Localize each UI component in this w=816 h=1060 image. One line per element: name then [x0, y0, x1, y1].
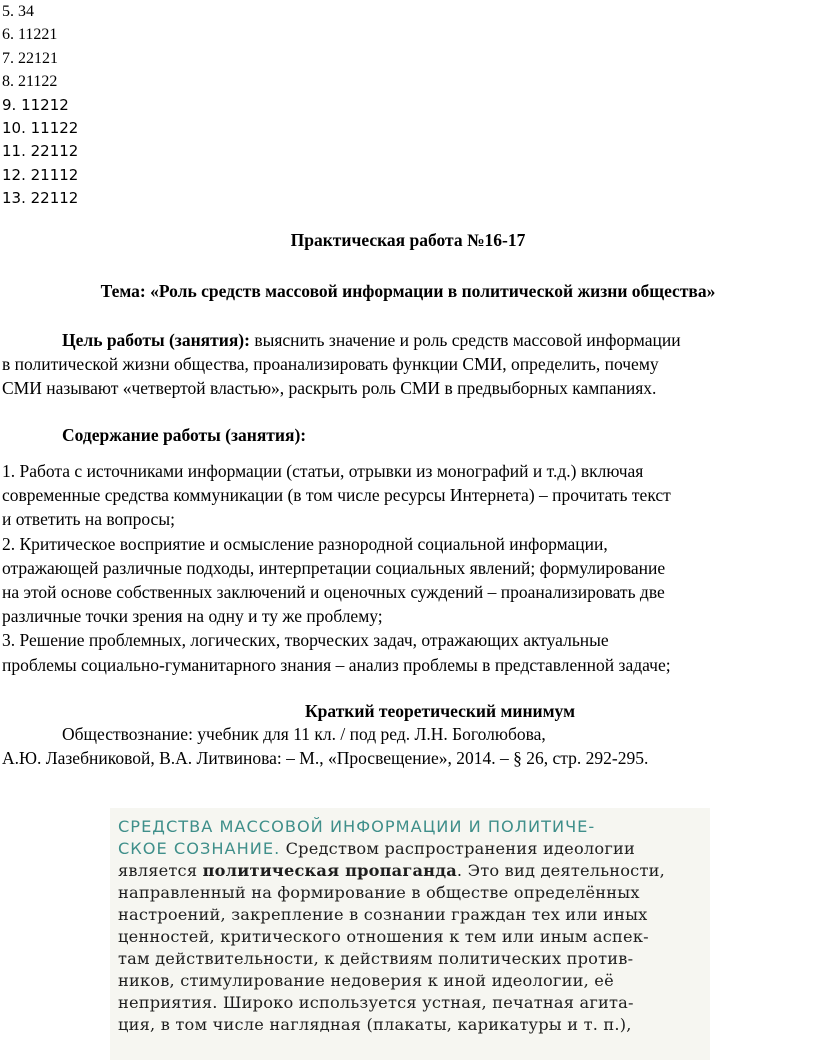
content-line: 3. Решение проблемных, логических, творческих задач, отражающих актуальные	[2, 630, 609, 651]
content-line: современные средства коммуникации (в том числе ресурсы Интернета) – прочитать текст	[2, 485, 671, 506]
scan-text: является	[118, 861, 203, 880]
content-line: на этой основе собственных заключений и оценочных суждений – проанализировать две	[2, 582, 665, 603]
content-line: 1. Работа с источниками информации (статьи, отрывки из монографий и т.д.) включая	[2, 461, 644, 481]
goal-text-line: СМИ называют «четвертой властью», раскрыть роль СМИ в предвыборных кампаниях.	[2, 378, 657, 398]
scan-line: ценностей, критического отношения к тем или иным аспек-	[118, 927, 649, 946]
scan-line	[118, 860, 702, 882]
goal-text-line: выяснить значение и роль средств массовой информации	[254, 330, 681, 350]
answer-item: 8. 21122	[2, 73, 58, 91]
scan-text: Средством распространения идеологии	[280, 839, 635, 858]
scan-line: настроений, закрепление в сознании граждан тех или иных	[118, 905, 648, 924]
answer-item: 12. 21112	[2, 165, 79, 184]
scan-line: там действительности, к действиям политических против-	[118, 949, 634, 968]
textbook-scan	[110, 808, 710, 1060]
answer-item: 10. 11122	[2, 118, 79, 137]
content-line: различные точки зрения на одну и ту же проблему;	[2, 606, 383, 627]
content-line: 2. Критическое восприятие и осмысление разнородной социальной информации,	[2, 533, 608, 554]
answer-item: 5. 34	[2, 3, 34, 20]
goal-label: Цель работы (занятия):	[62, 330, 250, 350]
answer-item: 6. 11221	[2, 26, 58, 44]
content-line: и ответить на вопросы;	[2, 509, 175, 530]
scan-line	[118, 838, 702, 860]
answer-item: 13. 22112	[2, 189, 79, 208]
content-heading: Содержание работы (занятия):	[62, 425, 307, 445]
content-line: отражающей различные подходы, интерпретации социальных явлений; формулирование	[2, 557, 666, 578]
scan-bold-term: политическая пропаганда	[202, 861, 457, 880]
content-line: проблемы социально-гуманитарного знания – анализ проблемы в представленной задаче;	[2, 654, 671, 675]
source-reference	[2, 722, 807, 770]
source-line: А.Ю. Лазебниковой, В.А. Литвинова: – М., «Просвещение», 2014. – § 26, стр. 292-295.	[2, 748, 649, 768]
scan-heading: СКОЕ СОЗНАНИЕ.	[118, 839, 281, 858]
topic-title: Тема: «Роль средств массовой информации в политической жизни общества»	[100, 281, 716, 301]
scan-text: . Это вид деятельности,	[456, 861, 665, 880]
scan-line	[118, 816, 702, 838]
answer-list	[2, 0, 78, 211]
scan-line: неприятия. Широко используется устная, печатная агита-	[118, 993, 634, 1012]
scan-line: направленный на формирование в обществе определённых	[118, 883, 640, 902]
answer-item: 7. 22121	[2, 49, 58, 67]
source-line: Обществознание: учебник для 11 кл. / под ред. Л.Н. Боголюбова,	[62, 724, 546, 744]
goal-paragraph	[2, 328, 802, 400]
scan-line: ция, в том числе наглядная (плакаты, карикатуры и т. п.),	[118, 1015, 632, 1034]
answer-item: 11. 22112	[2, 142, 79, 161]
practical-title: Практическая работа №16-17	[290, 230, 526, 250]
content-list	[2, 459, 807, 677]
scan-heading: СРЕДСТВА МАССОВОЙ ИНФОРМАЦИИ И ПОЛИТИЧЕ-	[118, 817, 596, 836]
goal-text-line: в политической жизни общества, проанализировать функции СМИ, определить, почему	[2, 354, 659, 374]
answer-item: 9. 11212	[2, 95, 69, 114]
theory-heading: Краткий теоретический минимум	[304, 701, 575, 721]
scan-line: ников, стимулирование недоверия к иной идеологии, её	[118, 971, 614, 990]
